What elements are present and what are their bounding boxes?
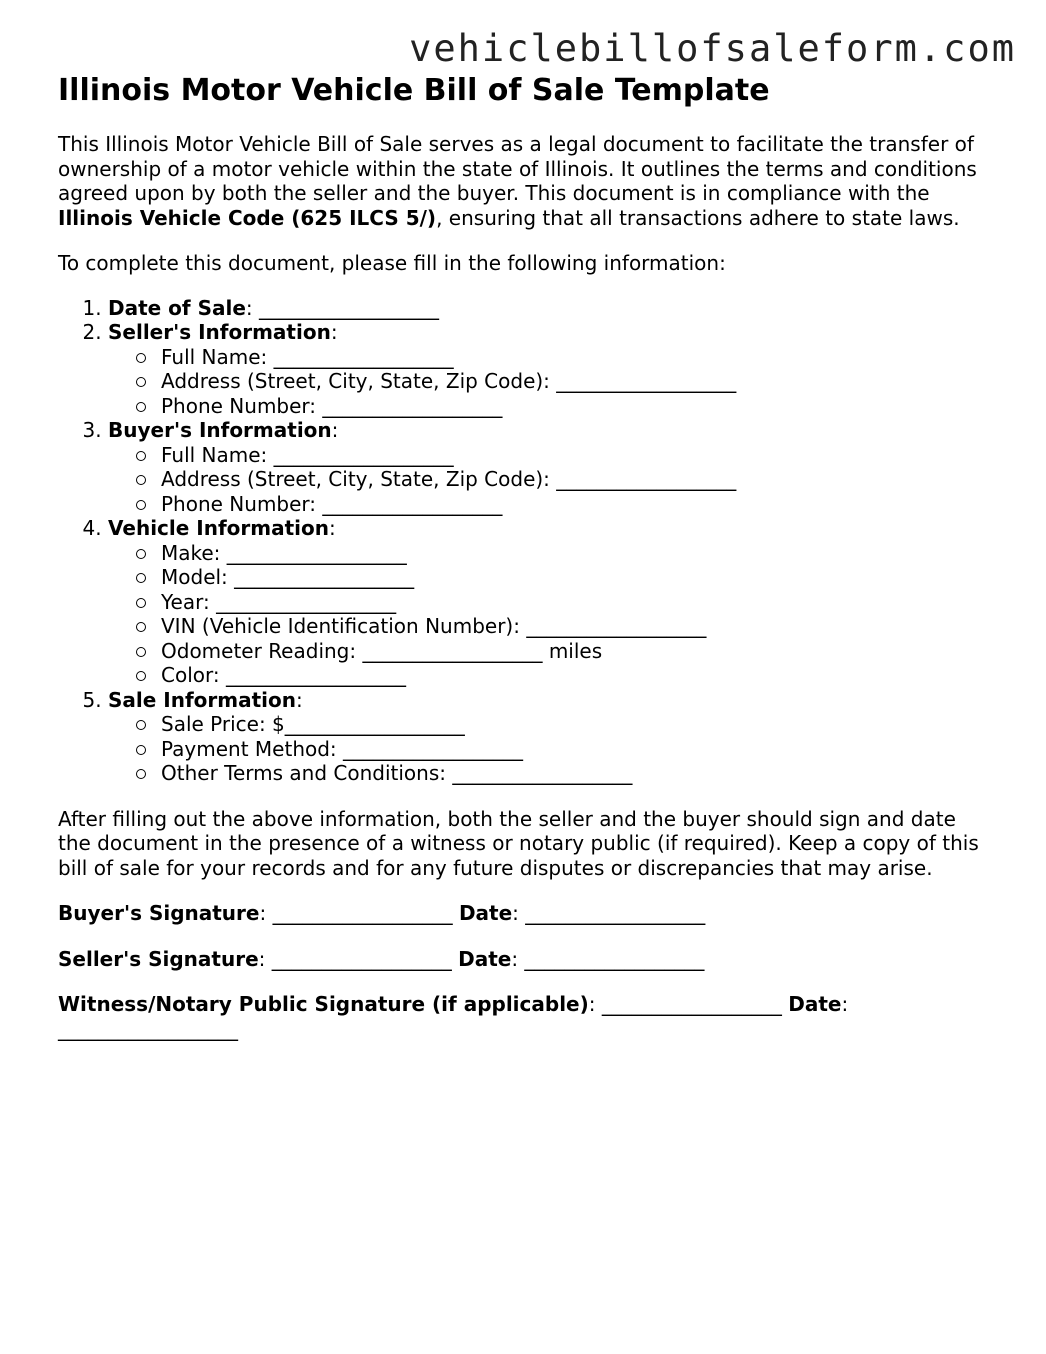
document-page bbox=[58, 72, 988, 1041]
intro-text-after: , ensuring that all transactions adhere to state laws. bbox=[436, 205, 960, 230]
form-field[interactable]: Sale Price: $__________________ bbox=[161, 712, 988, 737]
section-blank[interactable]: : __________________ bbox=[245, 295, 440, 320]
signature-line[interactable] bbox=[58, 992, 988, 1041]
section-label: Seller's Information bbox=[108, 320, 331, 344]
section-item bbox=[108, 296, 988, 321]
form-field[interactable]: Full Name: __________________ bbox=[161, 345, 988, 370]
date-label: Date bbox=[458, 946, 512, 971]
intro-paragraph bbox=[58, 132, 988, 230]
document-title: Illinois Motor Vehicle Bill of Sale Template bbox=[58, 73, 770, 108]
form-field[interactable]: Payment Method: __________________ bbox=[161, 737, 988, 762]
signature-blank[interactable]: : __________________ bbox=[588, 992, 789, 1016]
form-field[interactable]: Odometer Reading: __________________ miles bbox=[161, 639, 988, 664]
signature-line[interactable] bbox=[58, 947, 988, 972]
section-item bbox=[108, 688, 988, 786]
section-blank[interactable]: : bbox=[330, 320, 338, 344]
section-blank[interactable]: : bbox=[331, 418, 339, 442]
form-field[interactable]: Address (Street, City, State, Zip Code): __________________ bbox=[161, 467, 988, 492]
form-field[interactable]: Color: __________________ bbox=[161, 663, 988, 688]
vehicle-code-reference: Illinois Vehicle Code (625 ILCS 5/) bbox=[58, 205, 437, 230]
date-blank[interactable]: : __________________ bbox=[511, 946, 705, 971]
closing-paragraph: After filling out the above information, both the seller and the buyer should sign and date the document in the presence of a witness or notary public (if required). Keep a copy of this bill of sale for your records and for any future disputes or discrepancies that may arise. bbox=[58, 806, 979, 880]
signature-block bbox=[58, 901, 988, 1041]
section-label: Date of Sale bbox=[108, 295, 246, 320]
instruction-paragraph: To complete this document, please fill in the following information: bbox=[58, 251, 726, 275]
field-list bbox=[108, 541, 988, 688]
field-list bbox=[108, 712, 988, 786]
signature-label: Seller's Signature bbox=[58, 946, 259, 971]
site-watermark: vehiclebillofsaleform.com bbox=[409, 27, 1016, 70]
signature-label: Witness/Notary Public Signature (if applicable) bbox=[58, 992, 589, 1016]
form-field[interactable]: Model: __________________ bbox=[161, 565, 988, 590]
form-field[interactable]: Address (Street, City, State, Zip Code): __________________ bbox=[161, 369, 988, 394]
field-list bbox=[108, 443, 988, 517]
date-blank[interactable]: : __________________ bbox=[512, 901, 706, 925]
form-field[interactable]: VIN (Vehicle Identification Number): __________________ bbox=[161, 614, 988, 639]
section-label: Buyer's Information bbox=[108, 418, 332, 442]
section-item bbox=[108, 516, 988, 688]
date-blank[interactable]: : __________________ bbox=[58, 992, 849, 1041]
form-field[interactable]: Phone Number: __________________ bbox=[161, 394, 988, 419]
section-item bbox=[108, 418, 988, 516]
section-label: Sale Information bbox=[108, 687, 296, 712]
signature-line[interactable] bbox=[58, 901, 988, 926]
form-field[interactable]: Make: __________________ bbox=[161, 541, 988, 566]
form-field[interactable]: Other Terms and Conditions: __________________ bbox=[161, 761, 988, 786]
section-blank[interactable]: : bbox=[329, 516, 336, 540]
signature-blank[interactable]: : __________________ bbox=[259, 901, 459, 925]
section-blank[interactable]: : bbox=[296, 687, 303, 712]
date-label: Date bbox=[458, 901, 513, 925]
section-item bbox=[108, 320, 988, 418]
form-field[interactable]: Year: __________________ bbox=[161, 590, 988, 615]
field-list bbox=[108, 345, 988, 419]
signature-label: Buyer's Signature bbox=[58, 901, 260, 925]
section-label: Vehicle Information bbox=[108, 516, 329, 540]
signature-blank[interactable]: : __________________ bbox=[258, 946, 459, 971]
date-label: Date bbox=[788, 992, 842, 1016]
information-list bbox=[58, 296, 988, 786]
intro-text-before: This Illinois Motor Vehicle Bill of Sale serves as a legal document to facilitate the transfer of ownership of a motor vehicle within the state of Illinois. It outlines the terms and conditions agreed upon by both the seller and the buyer. This document is in compliance with the bbox=[58, 132, 977, 205]
form-field[interactable]: Phone Number: __________________ bbox=[161, 492, 988, 517]
form-field[interactable]: Full Name: __________________ bbox=[161, 443, 988, 468]
